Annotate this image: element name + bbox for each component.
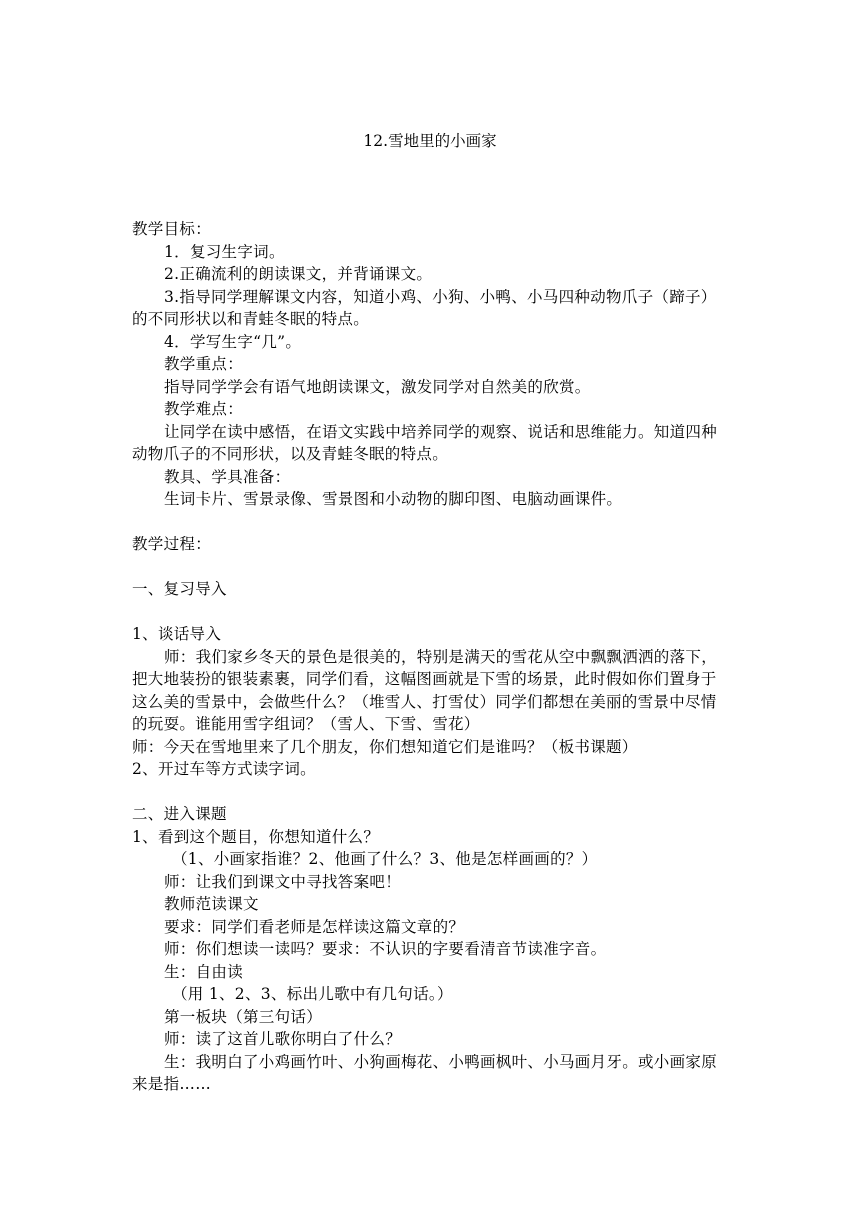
key-points-heading: 教学重点：: [164, 355, 244, 373]
materials-text: 生词卡片、雪景录像、雪景图和小动物的脚印图、电脑动画课件。: [164, 490, 623, 508]
paragraph: 生：我明白了小鸡画竹叶、小狗画梅花、小鸭画枫叶、小马画月牙。或小画家原来是指……: [132, 1052, 718, 1093]
key-points-text: 指导同学学会有语气地朗读课文，激发同学对自然美的欣赏。: [164, 377, 591, 396]
paragraph: （1、小画家指谁？2、他画了什么？3、他是怎样画画的？）: [172, 850, 598, 868]
goal-item: 1．复习生字词。: [164, 242, 285, 261]
section-item: 1、谈话导入: [132, 625, 222, 643]
paragraph: 师：今天在雪地里来了几个朋友，你们想知道它们是谁吗？（板书课题）: [132, 737, 638, 756]
document-title: 12.雪地里的小画家: [363, 132, 497, 150]
paragraph: 教师范读课文: [164, 895, 259, 913]
process-heading: 教学过程：: [132, 535, 212, 553]
goals-heading: 教学目标：: [132, 220, 212, 238]
paragraph: 第一板块（第三句话）: [164, 1007, 323, 1026]
section-heading: 二、进入课题: [132, 805, 227, 823]
section-item: 1、看到这个题目，你想知道什么？: [132, 827, 380, 846]
paragraph: 师：我们家乡冬天的景色是很美的，特别是满天的雪花从空中飘飘洒洒的落下，把大地装扮的银装素裹，同学们看，这幅图画就是下雪的场景，此时假如你们置身于这么美的雪景中，会做些什么？（堆雪人、打雪仗）同学们都想在美丽的雪景中尽情的玩耍。谁能用雪字组词？（雪人、下雪、雪花）: [132, 647, 718, 733]
goal-item: 2.正确流利的朗读课文，并背诵课文。: [164, 265, 433, 283]
section-item: 2、开过车等方式读字词。: [132, 760, 316, 778]
document-body: [132, 218, 732, 1096]
goal-item: 4．学写生字“几”。: [164, 332, 302, 351]
paragraph: 要求：同学们看老师是怎样读这篇文章的？: [164, 917, 465, 936]
difficult-points-text: 让同学在读中感悟，在语文实践中培养同学的观察、说话和思维能力。知道四种动物爪子的不同形状，以及青蛙冬眠的特点。: [132, 422, 718, 463]
difficult-points-heading: 教学难点：: [164, 400, 244, 418]
materials-heading: 教具、学具准备：: [164, 467, 291, 486]
section-heading: 一、复习导入: [132, 580, 227, 598]
goal-item: 3.指导同学理解课文内容，知道小鸡、小狗、小鸭、小马四种动物爪子（蹄子）的不同形状以和青蛙冬眠的特点。: [132, 287, 717, 328]
paragraph: （用 1、2、3、标出儿歌中有几句话。）: [172, 985, 453, 1003]
paragraph: 生：自由读: [164, 962, 244, 981]
spacer: [132, 601, 732, 624]
spacer: [132, 781, 732, 804]
paragraph: 师：你们想读一读吗？要求：不认识的字要看清音节读准字音。: [164, 940, 607, 958]
paragraph: 师：让我们到课文中寻找答案吧！: [164, 872, 402, 891]
spacer: [132, 511, 732, 534]
spacer: [132, 556, 732, 579]
paragraph: 师：读了这首儿歌你明白了什么？: [164, 1030, 402, 1048]
